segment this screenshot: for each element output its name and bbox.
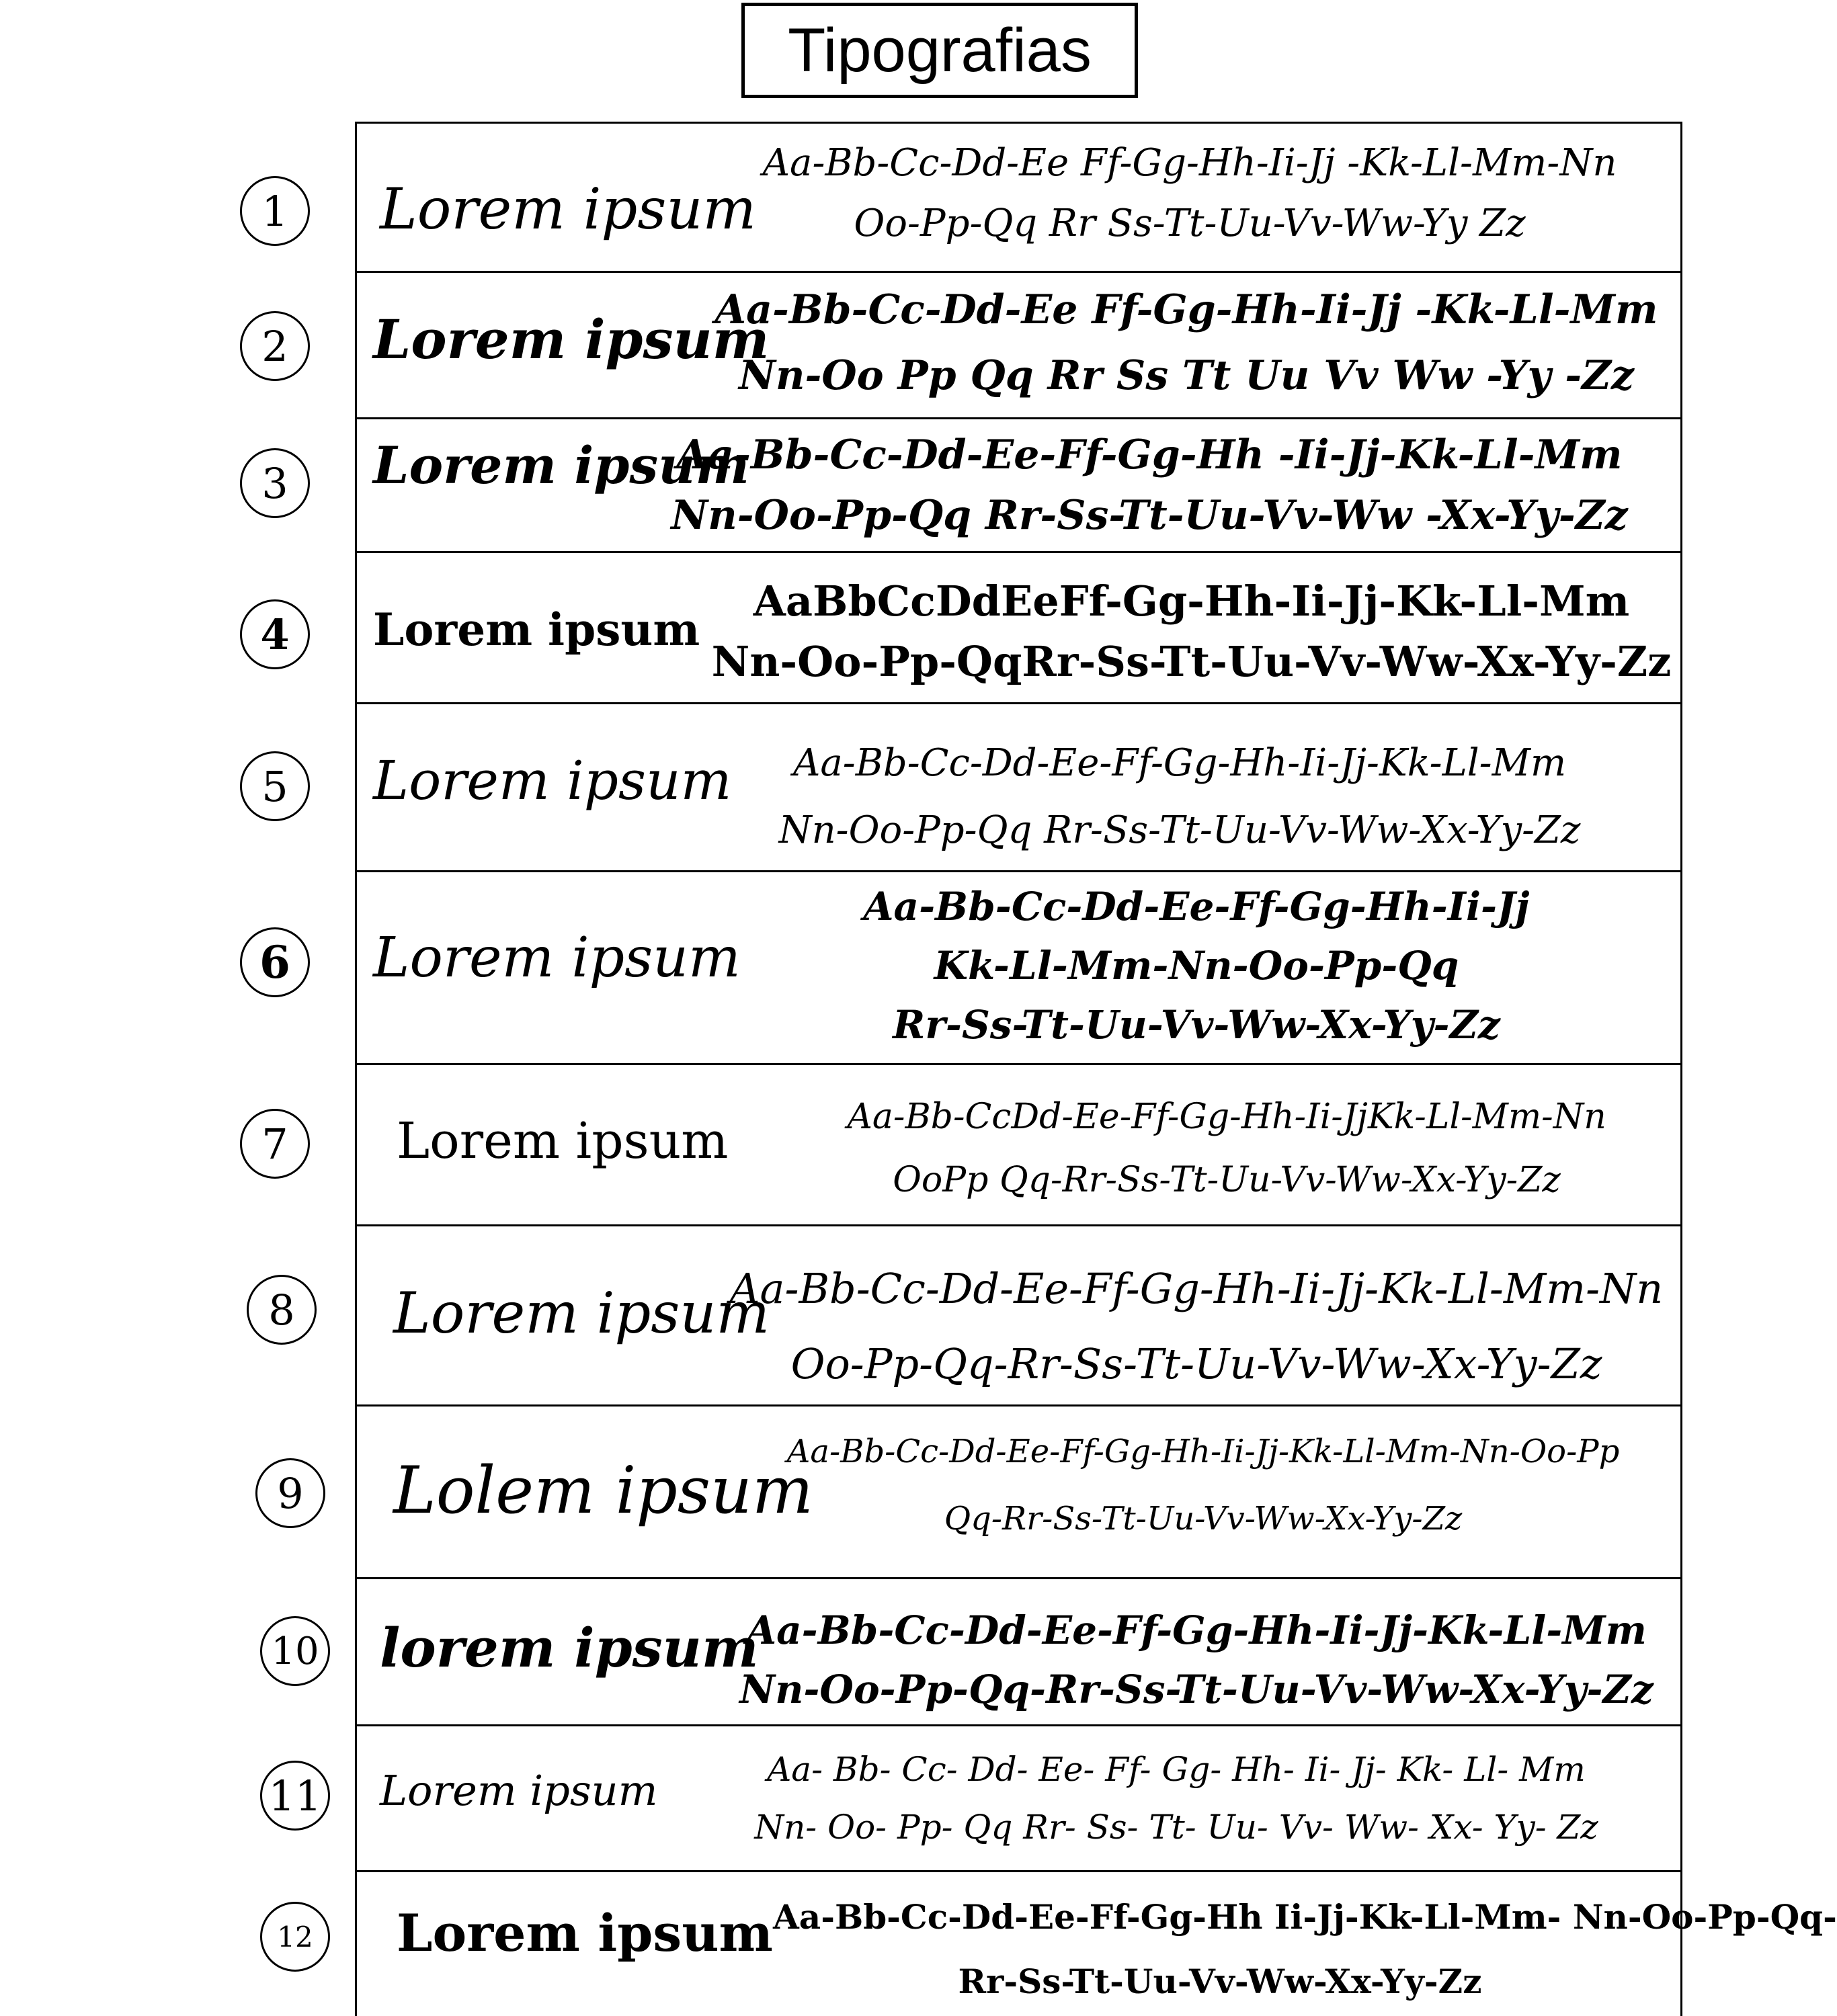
font-sample: Lorem ipsum [380,176,757,242]
row-number-badge: 11 [260,1761,330,1831]
alphabet-line: Kk-Ll-Mm-Nn-Oo-Pp-Qq [934,943,1459,989]
alphabet-line: Rr-Ss-Tt-Uu-Vv-Ww-Xx-Yy-Zz [958,1962,1482,2001]
font-sample: Lorem ipsum [397,1903,773,1963]
alphabet-line: Nn-Oo-Pp-Qq Rr-Ss-Tt-Uu-Vv-Ww-Xx-Yy-Zz [778,808,1581,852]
font-sample: Lorem ipsum [373,308,770,371]
row-number-badge: 2 [240,311,310,381]
alphabet-sample [706,133,1674,254]
row-number-badge: 8 [247,1275,317,1345]
alphabet-sample [672,1740,1680,1856]
alphabet-line: Nn-Oo Pp Qq Rr Ss Tt Uu Vv Ww -Yy -Zz [739,352,1634,399]
alphabet-line: Oo-Pp-Qq-Rr-Ss-Tt-Uu-Vv-Ww-Xx-Yy-Zz [790,1339,1602,1388]
font-sample: Lorem ipsum [373,926,741,990]
alphabet-line: Aa- Bb- Cc- Dd- Ee- Ff- Gg- Hh- Ii- Jj- Kk- Ll- Mm [767,1750,1586,1789]
alphabet-line: Qq-Rr-Ss-Tt-Uu-Vv-Ww-Xx-Yy-Zz [944,1500,1463,1538]
font-sample: Lorem ipsum [373,603,700,656]
alphabet-sample [726,1251,1667,1402]
font-sample: Lorem ipsum [380,1766,658,1815]
alphabet-line: Rr-Ss-Tt-Uu-Vv-Ww-Xx-Yy-Zz [893,1002,1500,1048]
page-title: Tipografias [741,3,1138,98]
alphabet-line: Aa-Bb-Cc-Dd-Ee-Ff-Gg-Hh-Ii-Jj [863,884,1530,929]
alphabet-line: Aa-Bb-Cc-Dd-Ee-Ff-Gg-Hh-Ii-Jj-Kk-Ll-Mm-Nn-Oo-Pp [786,1433,1620,1470]
row-number-badge: 9 [255,1458,325,1528]
row-number-badge: 3 [240,448,310,518]
alphabet-line: Nn- Oo- Pp- Qq Rr- Ss- Tt- Uu- Vv- Ww- Xx- Yy- Zz [754,1808,1598,1847]
alphabet-line: Nn-Oo-Pp-Qq Rr-Ss-Tt-Uu-Vv-Ww -Xx-Yy-Zz [671,492,1628,539]
font-sample: Lorem ipsum [373,749,732,812]
alphabet-line: Aa-Bb-Cc-Dd-Ee-Ff-Gg-Hh-Ii-Jj-Kk-Ll-Mm [746,1607,1647,1653]
alphabet-sample [719,1601,1674,1719]
alphabet-line: Aa-Bb-CcDd-Ee-Ff-Gg-Hh-Ii-JjKk-Ll-Mm-Nn [847,1097,1606,1137]
alphabet-line: Oo-Pp-Qq Rr Ss-Tt-Uu-Vv-Ww-Yy Zz [854,202,1526,245]
alphabet-line: Aa-Bb-Cc-Dd-Ee Ff-Gg-Hh-Ii-Jj -Kk-Ll-Mm-Nn [762,141,1617,185]
row-number-badge: 4 [240,599,310,669]
alphabet-sample [773,1885,1837,2014]
alphabet-line: OoPp Qq-Rr-Ss-Tt-Uu-Vv-Ww-Xx-Yy-Zz [893,1160,1561,1200]
row-number-badge: 5 [240,751,310,821]
row-number-badge: 1 [240,176,310,246]
row-number-badge: 6 [240,927,310,997]
alphabet-sample [712,877,1680,1054]
font-sample: lorem ipsum [380,1616,759,1679]
font-sample: Lorem ipsum [393,1280,770,1346]
alphabet-sample [739,1418,1667,1552]
alphabet-line: Nn-Oo-Pp-Qq-Rr-Ss-Tt-Uu-Vv-Ww-Xx-Yy-Zz [739,1667,1654,1712]
alphabet-line: Aa-Bb-Cc-Dd-Ee-Ff-Gg-Hh-Ii-Jj-Kk-Ll-Mm [792,741,1567,785]
row-number-badge: 7 [240,1109,310,1179]
alphabet-sample [618,425,1680,546]
alphabet-line: AaBbCcDdEeFf-Gg-Hh-Ii-Jj-Kk-Ll-Mm [753,577,1630,626]
font-sample: Lorem ipsum [373,435,749,495]
alphabet-sample [702,571,1680,692]
font-sample: Lorem ipsum [397,1112,729,1170]
alphabet-sample [679,730,1680,864]
alphabet-line: Aa-Bb-Cc-Dd-Ee-Ff-Gg-Hh -Ii-Jj-Kk-Ll-Mm [676,431,1623,478]
row-number-badge: 10 [260,1616,330,1686]
alphabet-sample [692,277,1680,409]
alphabet-line: Aa-Bb-Cc-Dd-Ee-Ff-Gg-Hh-Ii-Jj-Kk-Ll-Mm-Nn [729,1264,1664,1313]
alphabet-line: Aa-Bb-Cc-Dd-Ee-Ff-Gg-Hh Ii-Jj-Kk-Ll-Mm- Nn-Oo-Pp-Qq- [773,1897,1837,1937]
font-sample: Lolem ipsum [393,1453,813,1528]
row-number-badge: 12 [260,1902,330,1972]
alphabet-line: Nn-Oo-Pp-QqRr-Ss-Tt-Uu-Vv-Ww-Xx-Yy-Zz [711,637,1672,686]
alphabet-sample [807,1085,1647,1212]
alphabet-line: Aa-Bb-Cc-Dd-Ee Ff-Gg-Hh-Ii-Jj -Kk-Ll-Mm [715,286,1658,333]
